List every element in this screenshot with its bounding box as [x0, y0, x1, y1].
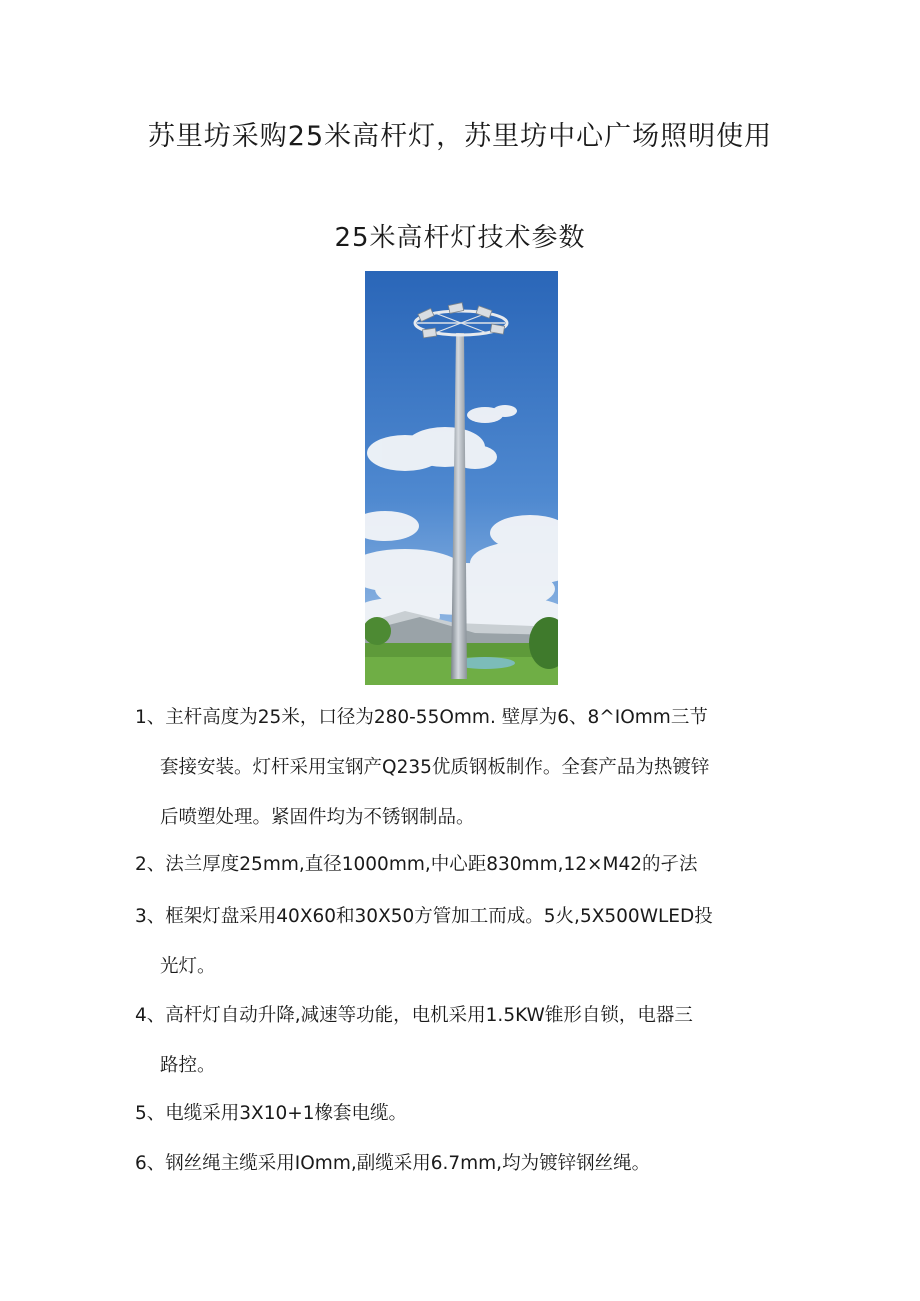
spec-item-text: 光灯。 — [160, 956, 216, 977]
spec-item-1 — [135, 693, 795, 843]
spec-item-text: 主杆高度为25米，口径为280-55Omm. 壁厚为6、8^IOmm三节 — [165, 707, 708, 728]
spec-item-text: 路控。 — [160, 1055, 216, 1076]
spec-item-text: 后喷塑处理。紧固件均为不锈钢制品。 — [160, 807, 475, 828]
spec-item-5 — [135, 1089, 795, 1139]
spec-item-3 — [135, 892, 795, 992]
spec-item-number: 2、 — [135, 854, 166, 875]
spec-item-2 — [135, 840, 795, 890]
spec-item-number: 4、 — [135, 1005, 166, 1026]
spec-item-text: 套接安装。灯杆采用宝钢产Q235优质钢板制作。全套产品为热镀锌 — [160, 757, 710, 778]
document-subtitle: 25米高杆灯技术参数 — [334, 223, 586, 253]
spec-item-6 — [135, 1139, 795, 1189]
spec-item-text: 框架灯盘采用40X60和30X50方管加工而成。5火,5X500WLED投 — [165, 906, 713, 927]
spec-item-number: 1、 — [135, 707, 166, 728]
spec-item-text: 钢丝绳主缆采用IOmm,副缆采用6.7mm,均为镀锌钢丝绳。 — [165, 1153, 651, 1174]
spec-item-text: 法兰厚度25mm,直径1000mm,中心距830mm,12×M42的孑法 — [165, 854, 698, 875]
high-mast-lamp-photo — [365, 271, 558, 685]
spec-item-text: 高杆灯自动升降,减速等功能，电机采用1.5KW锥形自锁，电器三 — [165, 1005, 693, 1026]
spec-item-4 — [135, 991, 795, 1091]
spec-item-text: 电缆采用3X10+1橡套电缆。 — [165, 1103, 408, 1124]
document-title: 苏里坊采购25米高杆灯，苏里坊中心广场照明使用 — [147, 121, 773, 152]
spec-item-number: 6、 — [135, 1153, 166, 1174]
spec-item-number: 3、 — [135, 906, 166, 927]
spec-item-number: 5、 — [135, 1103, 166, 1124]
